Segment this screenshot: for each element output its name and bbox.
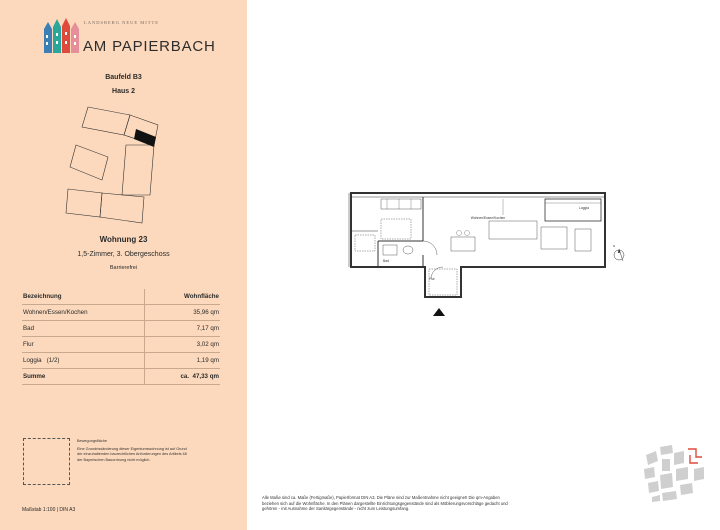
room-label-hall: Flur [429,277,435,281]
room-label-loggia: Loggia [579,206,589,210]
haus-label: Haus 2 [112,88,135,95]
row-label: Loggia (1/2) [22,353,145,369]
entrance-arrow-icon [433,308,445,316]
brand-tagline: LANDSBERG NEUE MITTE [84,20,159,25]
apartment-note: Barrierefrei [109,265,138,271]
brand-logo-icon [42,17,82,57]
row-value: 3,02 qm [145,337,220,353]
sum-label: Summe [22,369,145,385]
row-label: Bad [22,321,145,337]
site-plan [60,105,170,230]
room-label-bath: Bad [383,259,389,263]
brand-name: AM PAPIERBACH [83,38,216,55]
row-label: Flur [22,337,145,353]
area-table [22,289,220,385]
sum-value: ca. 47,33 qm [145,369,220,385]
floor-plan [343,185,628,325]
table-row [22,321,220,337]
row-value: 1,19 qm [145,353,220,369]
row-label: Wohnen/Essen/Kochen [22,305,145,321]
disclaimer-text: Alle Maße sind ca. Maße (Fertigmaße), Papierformat DIN A3. Die Pläne sind zur Maßentnahme nicht geeignet! Die qm-Angaben beziehen sich auf die Wohnfläche. In den Plänen dargestellte Einrichtungsgegenstände sind als Möblierungsvorschläge gedacht und gehören - mit Ausnahme der Sanitärgegenstände - nicht zum Leistungsumfang. [262,495,508,511]
table-row [22,353,220,369]
table-row [22,305,220,321]
scale-label: Maßstab 1:100 | DIN A3 [22,507,76,513]
row-value: 7,17 qm [145,321,220,337]
room-label-living: Wohnen/Essen/Kochen [470,216,506,220]
compass-label: N [613,244,616,248]
compass-icon [614,249,624,261]
table-header-row [22,289,220,305]
legend-text-block [77,439,187,463]
table-row [22,337,220,353]
location-key-map [640,441,710,503]
legend-description: Eine Grundrissänderung dieser Eigentumswohnung ist auf Grund der einzuhaltenden baurechtlichen Anforderungen des Artikels 48 der Bayerischen Bauordnung nicht möglich. [77,447,187,462]
header-value: Wohnfläche [145,289,220,305]
legend-title: Bewegungsfläche [77,439,107,443]
apartment-subtitle: 1,5-Zimmer, 3. Obergeschoss [77,251,170,258]
building-highlight [134,129,156,147]
apartment-title: Wohnung 23 [99,235,148,244]
info-panel [0,0,247,530]
baufeld-label: Baufeld B3 [105,74,142,81]
header-label: Bezeichnung [22,289,145,305]
table-sum-row [22,369,220,385]
movement-area-legend-swatch [23,438,70,485]
row-value: 35,96 qm [145,305,220,321]
